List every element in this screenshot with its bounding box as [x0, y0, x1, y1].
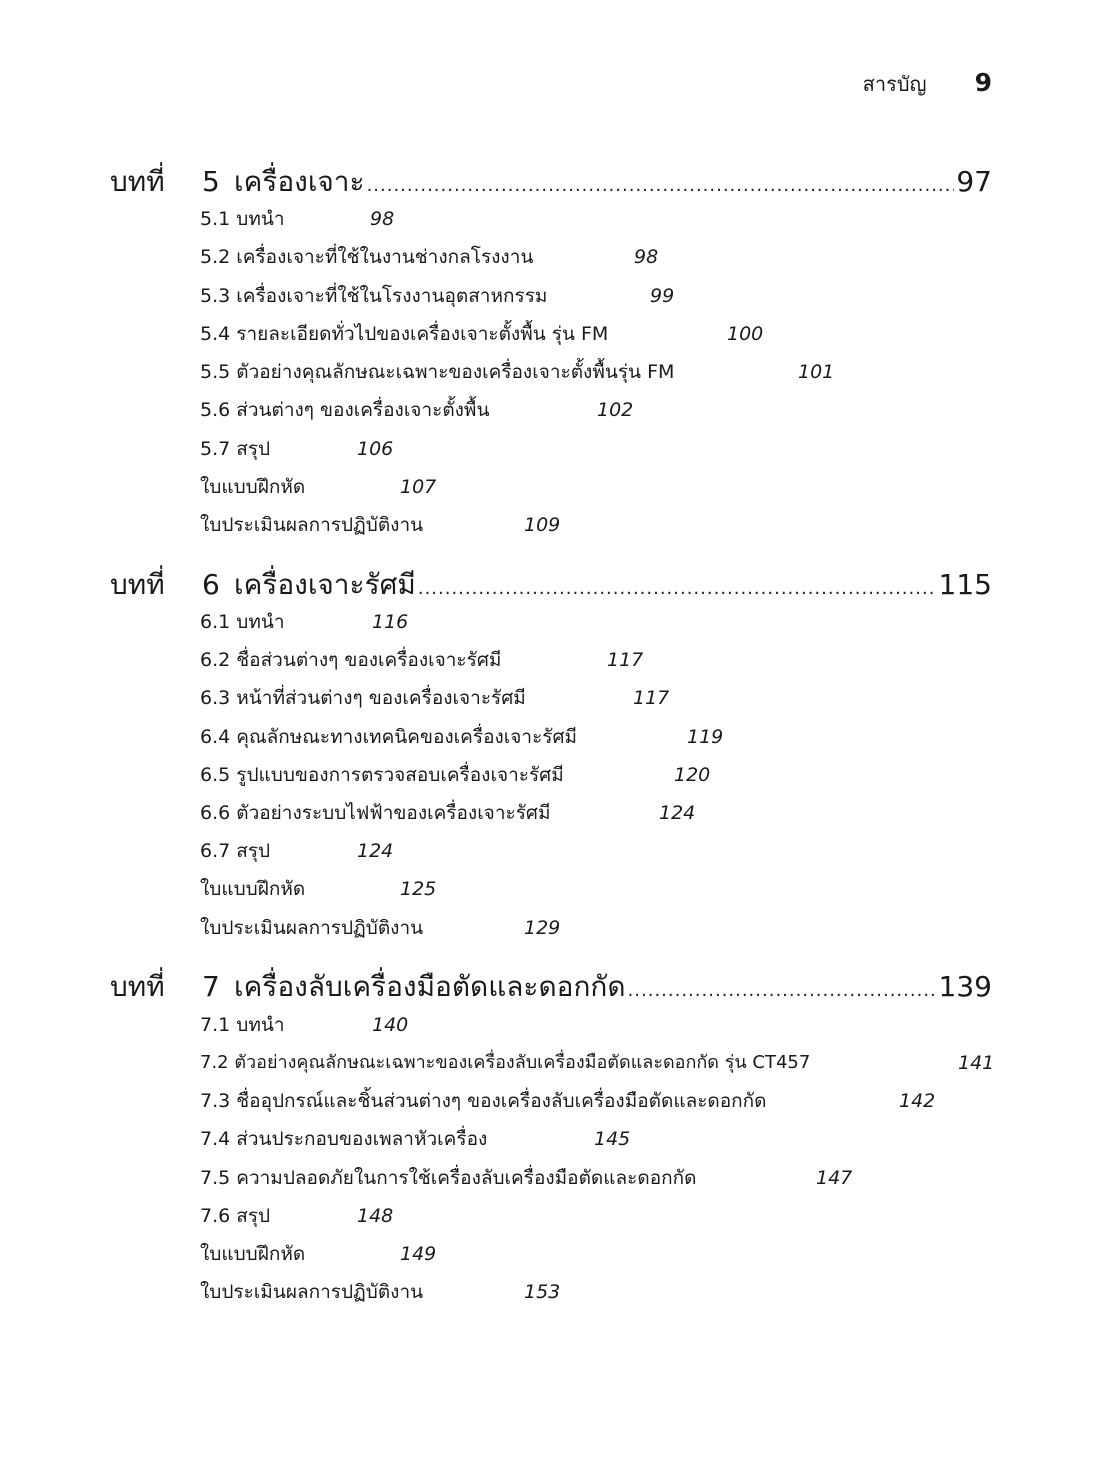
toc-entry[interactable]: 7.1 บทนำ: [200, 1014, 285, 1036]
toc-entry[interactable]: ใบแบบฝึกหัด: [200, 476, 306, 498]
page-number: 9: [974, 68, 992, 97]
toc-entry[interactable]: 6.7 สรุป: [200, 840, 271, 862]
chapter-page: 139: [938, 970, 992, 1003]
toc-entry[interactable]: 6.1 บทนำ: [200, 611, 285, 633]
toc-entry[interactable]: ใบแบบฝึกหัด: [200, 1243, 306, 1265]
toc-entry[interactable]: 5.5 ตัวอย่างคุณลักษณะเฉพาะของเครื่องเจาะตั้งพื้นรุ่น FM: [200, 361, 675, 383]
toc-entry-page: 117: [607, 649, 644, 671]
toc-entry[interactable]: ใบประเมินผลการปฏิบัติงาน: [200, 917, 424, 939]
toc-entry[interactable]: 6.3 หน้าที่ส่วนต่างๆ ของเครื่องเจาะรัศมี: [200, 687, 526, 709]
chapter-number: 6: [202, 568, 220, 601]
toc-entry[interactable]: ใบประเมินผลการปฏิบัติงาน: [200, 1281, 424, 1303]
toc-entry[interactable]: 7.4 ส่วนประกอบของเพลาหัวเครื่อง: [200, 1128, 488, 1150]
dot-leader: [367, 175, 955, 196]
toc-entry-page: 102: [597, 399, 634, 421]
chapter-page: 97: [956, 165, 992, 198]
toc-entry[interactable]: 5.1 บทนำ: [200, 208, 285, 230]
toc-entry[interactable]: 5.7 สรุป: [200, 438, 271, 460]
toc-entry[interactable]: 6.4 คุณลักษณะทางเทคนิคของเครื่องเจาะรัศมี: [200, 726, 578, 748]
chapter-heading[interactable]: [110, 563, 992, 607]
toc-entry-page: 109: [524, 514, 561, 536]
toc-entry-page: 120: [674, 764, 711, 786]
toc-entry-page: 98: [634, 246, 659, 268]
toc-entry[interactable]: 5.3 เครื่องเจาะที่ใช้ในโรงงานอุตสาหกรรม: [200, 285, 548, 307]
toc-entry-page: 106: [357, 438, 394, 460]
chapter-label: บทที่: [110, 568, 165, 601]
toc-entry-page: 148: [357, 1205, 394, 1227]
toc-entry-page: 141: [958, 1052, 995, 1074]
toc-entry[interactable]: 7.3 ชื่ออุปกรณ์และชิ้นส่วนต่างๆ ของเครื่องลับเครื่องมือตัดและดอกกัด: [200, 1090, 767, 1112]
toc-entry-page: 145: [594, 1128, 631, 1150]
chapter-label: บทที่: [110, 970, 165, 1003]
dot-leader: [418, 578, 937, 599]
toc-entry[interactable]: 5.6 ส่วนต่างๆ ของเครื่องเจาะตั้งพื้น: [200, 399, 490, 421]
chapter-heading[interactable]: [110, 160, 992, 204]
running-head: [863, 68, 992, 100]
toc-entry-page: 119: [687, 726, 724, 748]
toc-entry-page: 124: [357, 840, 394, 862]
toc-entry-page: 129: [524, 917, 561, 939]
toc-entry[interactable]: 6.5 รูปแบบของการตรวจสอบเครื่องเจาะรัศมี: [200, 764, 564, 786]
toc-entry-page: 125: [400, 878, 437, 900]
toc-entry-page: 149: [400, 1243, 437, 1265]
chapter-number: 7: [202, 970, 220, 1003]
toc-entry[interactable]: ใบประเมินผลการปฏิบัติงาน: [200, 514, 424, 536]
chapter-title: เครื่องเจาะรัศมี: [234, 568, 416, 601]
toc-entry-page: 116: [372, 611, 409, 633]
running-head-title: สารบัญ: [862, 72, 927, 96]
chapter-label: บทที่: [110, 165, 165, 198]
toc-entry-page: 140: [372, 1014, 409, 1036]
toc-entry[interactable]: 6.6 ตัวอย่างระบบไฟฟ้าของเครื่องเจาะรัศมี: [200, 802, 551, 824]
toc-entry[interactable]: 7.6 สรุป: [200, 1205, 271, 1227]
toc-entry-page: 99: [650, 285, 675, 307]
dot-leader: [628, 980, 937, 1001]
chapter-title: เครื่องเจาะ: [234, 165, 365, 198]
toc-entry[interactable]: ใบแบบฝึกหัด: [200, 878, 306, 900]
toc-entry-page: 147: [816, 1167, 853, 1189]
chapter-number: 5: [202, 165, 220, 198]
toc-entry[interactable]: 7.2 ตัวอย่างคุณลักษณะเฉพาะของเครื่องลับเครื่องมือตัดและดอกกัด รุ่น CT457: [200, 1052, 811, 1073]
toc-entry[interactable]: 5.4 รายละเอียดทั่วไปของเครื่องเจาะตั้งพื้น รุ่น FM: [200, 323, 609, 345]
toc-entry-page: 124: [659, 802, 696, 824]
toc-entry-page: 98: [370, 208, 395, 230]
toc-entry[interactable]: 7.5 ความปลอดภัยในการใช้เครื่องลับเครื่องมือตัดและดอกกัด: [200, 1167, 697, 1189]
toc-entry-page: 153: [524, 1281, 561, 1303]
toc-entry[interactable]: 6.2 ชื่อส่วนต่างๆ ของเครื่องเจาะรัศมี: [200, 649, 502, 671]
toc-entry-page: 100: [727, 323, 764, 345]
chapter-page: 115: [938, 568, 992, 601]
chapter-heading[interactable]: [110, 965, 992, 1009]
toc-entry-page: 142: [899, 1090, 936, 1112]
toc-entry-page: 117: [633, 687, 670, 709]
toc-entry[interactable]: 5.2 เครื่องเจาะที่ใช้ในงานช่างกลโรงงาน: [200, 246, 534, 268]
toc-entry-page: 107: [400, 476, 437, 498]
chapter-title: เครื่องลับเครื่องมือตัดและดอกกัด: [234, 970, 626, 1003]
toc-entry-page: 101: [798, 361, 835, 383]
